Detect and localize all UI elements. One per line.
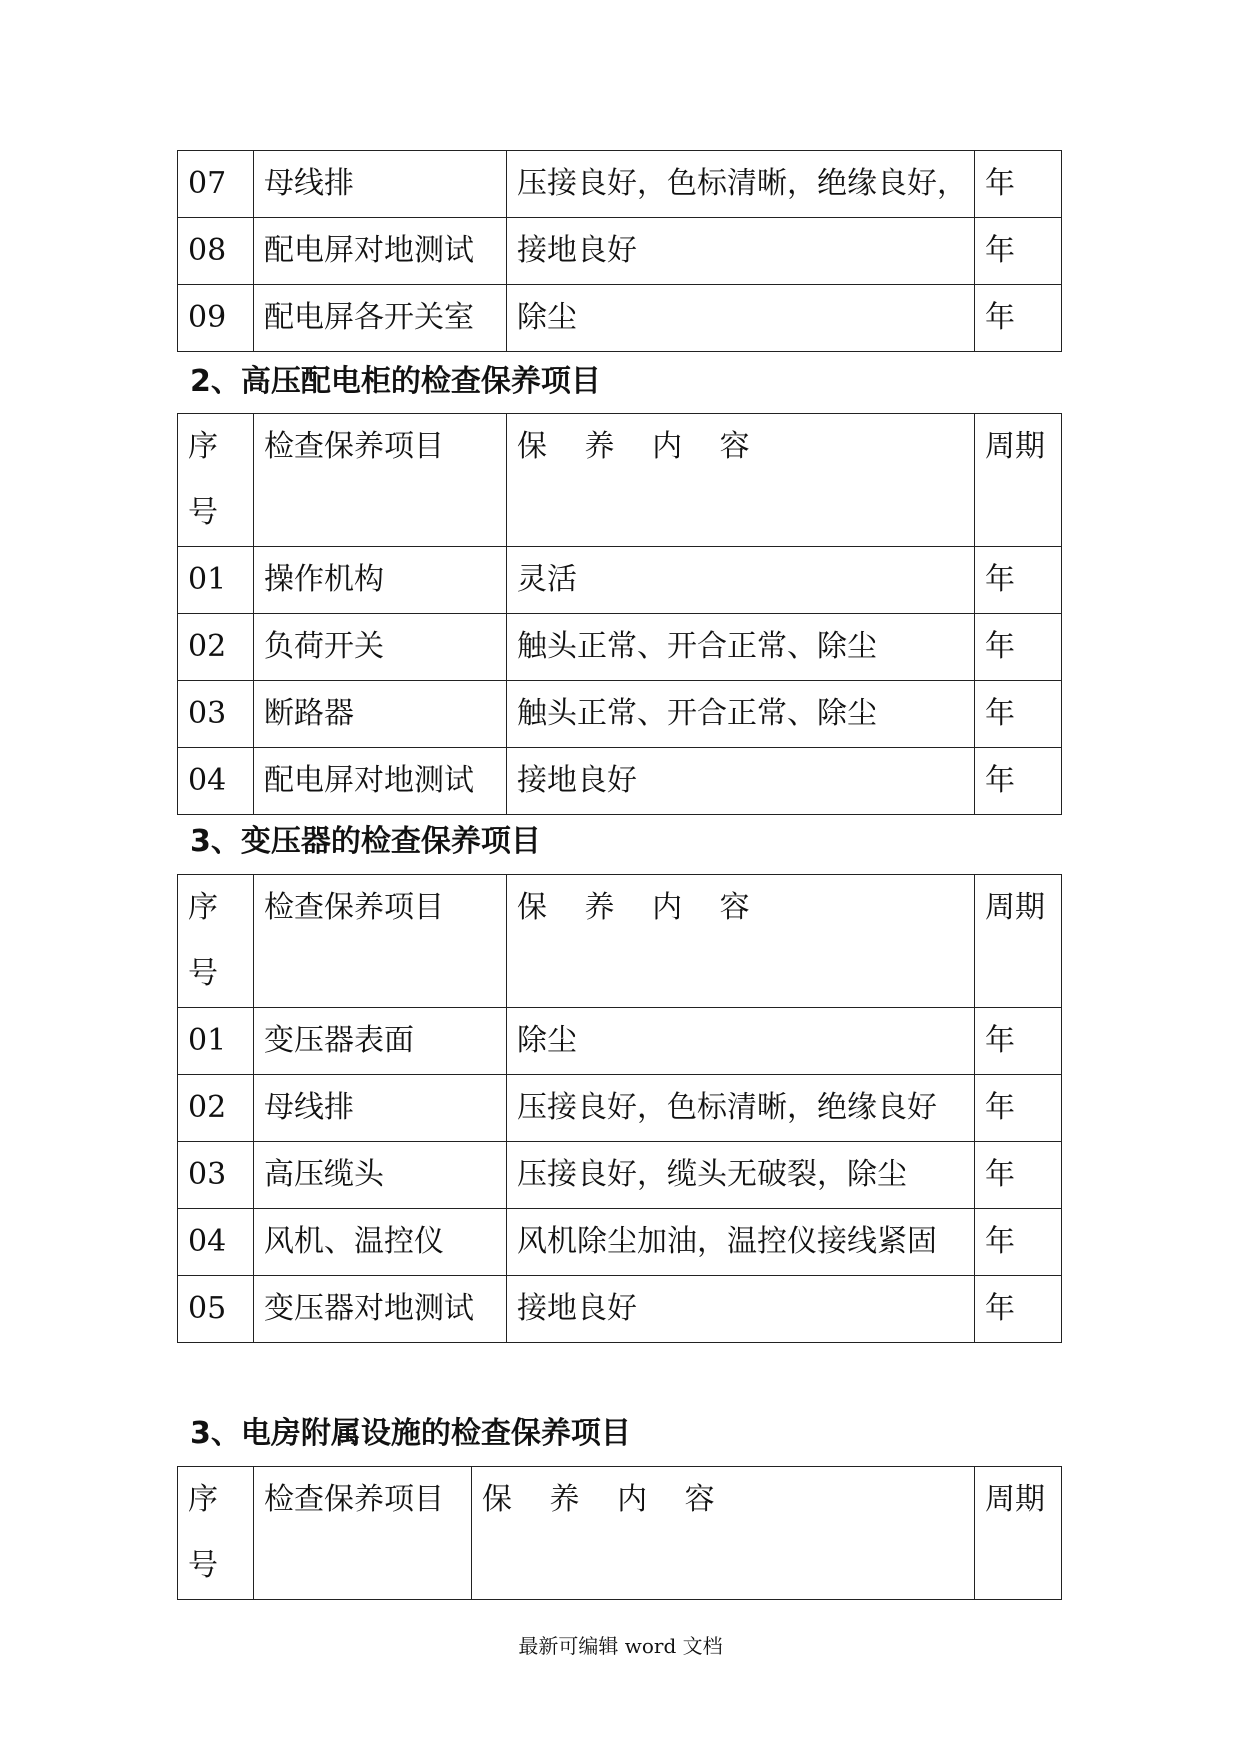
table-row	[178, 151, 1062, 218]
table-row	[178, 748, 1062, 815]
table-row	[178, 1276, 1062, 1343]
cell-period: 年	[975, 614, 1062, 681]
cell-content: 接地良好	[507, 1276, 975, 1343]
cell-item: 母线排	[254, 1075, 507, 1142]
table-row	[178, 1142, 1062, 1209]
cell-item: 操作机构	[254, 547, 507, 614]
cell-content: 压接良好，色标清晰，绝缘良好	[507, 1075, 975, 1142]
header-item: 检查保养项目	[254, 414, 507, 547]
cell-seq: 01	[178, 1008, 254, 1075]
cell-seq: 05	[178, 1276, 254, 1343]
section-heading-high-voltage: 2、高压配电柜的检查保养项目	[190, 364, 601, 399]
cell-content: 触头正常、开合正常、除尘	[507, 681, 975, 748]
table-row	[178, 1008, 1062, 1075]
header-item: 检查保养项目	[254, 1467, 472, 1600]
cell-seq: 02	[178, 614, 254, 681]
header-seq: 序号	[178, 875, 254, 1008]
cell-period: 年	[975, 285, 1062, 352]
cell-item: 配电屏对地测试	[254, 748, 507, 815]
section-heading-transformer: 3、变压器的检查保养项目	[190, 824, 541, 859]
cell-period: 年	[975, 681, 1062, 748]
cell-item: 配电屏各开关室	[254, 285, 507, 352]
header-period: 周期	[975, 875, 1062, 1008]
cell-item: 配电屏对地测试	[254, 218, 507, 285]
cell-period: 年	[975, 218, 1062, 285]
cell-period: 年	[975, 1276, 1062, 1343]
table-header-row	[178, 1467, 1062, 1600]
table-row	[178, 285, 1062, 352]
section-heading-auxiliary: 3、电房附属设施的检查保养项目	[190, 1416, 631, 1451]
cell-period: 年	[975, 547, 1062, 614]
table-continuation	[177, 150, 1062, 352]
cell-content: 接地良好	[507, 748, 975, 815]
cell-content: 接地良好	[507, 218, 975, 285]
cell-period: 年	[975, 1142, 1062, 1209]
cell-content: 除尘	[507, 1008, 975, 1075]
header-period: 周期	[975, 1467, 1062, 1600]
table-row	[178, 547, 1062, 614]
table-auxiliary-facilities	[177, 1466, 1062, 1600]
cell-seq: 08	[178, 218, 254, 285]
cell-seq: 03	[178, 681, 254, 748]
page-footer: 最新可编辑 word 文档	[518, 1634, 723, 1658]
cell-item: 变压器表面	[254, 1008, 507, 1075]
cell-item: 风机、温控仪	[254, 1209, 507, 1276]
table-high-voltage-cabinet	[177, 413, 1062, 815]
cell-content: 风机除尘加油，温控仪接线紧固	[507, 1209, 975, 1276]
header-content: 保 养 内 容	[507, 875, 975, 1008]
cell-period: 年	[975, 151, 1062, 218]
table-row	[178, 1209, 1062, 1276]
cell-item: 负荷开关	[254, 614, 507, 681]
header-seq: 序号	[178, 414, 254, 547]
header-content: 保 养 内 容	[472, 1467, 975, 1600]
table-row	[178, 1075, 1062, 1142]
cell-content: 灵活	[507, 547, 975, 614]
header-period: 周期	[975, 414, 1062, 547]
cell-seq: 01	[178, 547, 254, 614]
table-row	[178, 681, 1062, 748]
cell-seq: 04	[178, 748, 254, 815]
cell-period: 年	[975, 1075, 1062, 1142]
cell-period: 年	[975, 1209, 1062, 1276]
cell-period: 年	[975, 748, 1062, 815]
cell-seq: 04	[178, 1209, 254, 1276]
cell-item: 断路器	[254, 681, 507, 748]
cell-seq: 09	[178, 285, 254, 352]
cell-seq: 07	[178, 151, 254, 218]
table-row	[178, 614, 1062, 681]
cell-content: 触头正常、开合正常、除尘	[507, 614, 975, 681]
cell-period: 年	[975, 1008, 1062, 1075]
header-seq: 序号	[178, 1467, 254, 1600]
cell-content: 除尘	[507, 285, 975, 352]
table-header-row	[178, 414, 1062, 547]
table-row	[178, 218, 1062, 285]
cell-seq: 03	[178, 1142, 254, 1209]
cell-item: 变压器对地测试	[254, 1276, 507, 1343]
cell-content: 压接良好，色标清晰，绝缘良好，	[507, 151, 975, 218]
table-header-row	[178, 875, 1062, 1008]
cell-item: 高压缆头	[254, 1142, 507, 1209]
cell-seq: 02	[178, 1075, 254, 1142]
header-item: 检查保养项目	[254, 875, 507, 1008]
cell-item: 母线排	[254, 151, 507, 218]
cell-content: 压接良好，缆头无破裂，除尘	[507, 1142, 975, 1209]
table-transformer	[177, 874, 1062, 1343]
header-content: 保 养 内 容	[507, 414, 975, 547]
